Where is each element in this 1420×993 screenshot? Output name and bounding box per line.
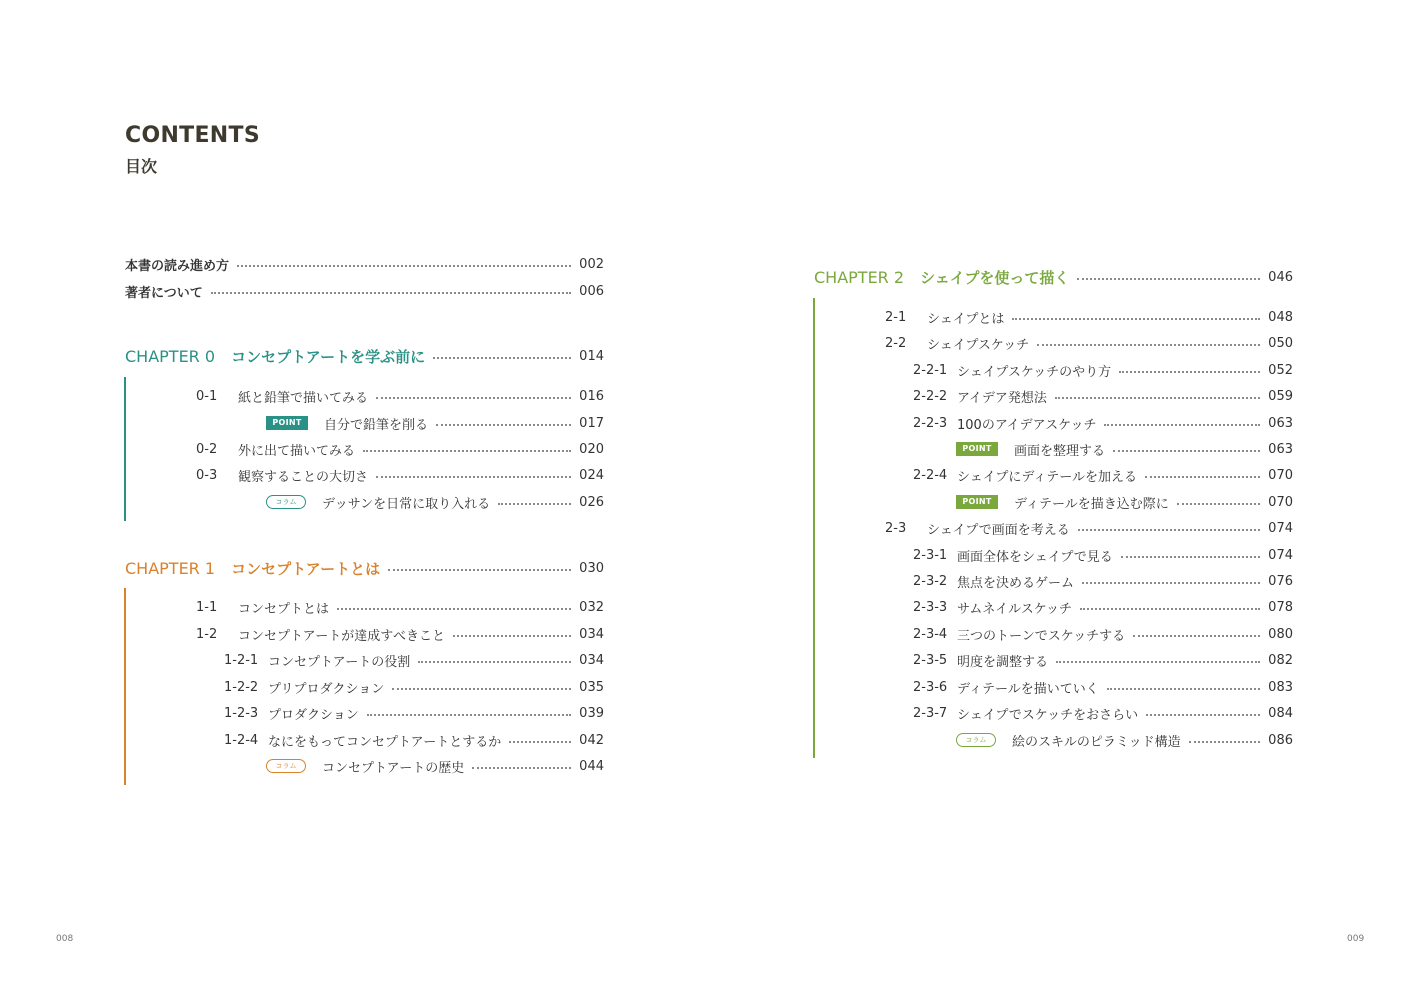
dot-leader: [1037, 344, 1260, 346]
contents-subtitle: 目次: [125, 157, 158, 176]
column-badge: コラム: [266, 759, 306, 773]
dot-leader: [1189, 741, 1261, 743]
dot-leader: [1080, 608, 1260, 610]
entry-title: シェイプで画面を考える: [927, 522, 1070, 538]
dot-leader: [1121, 556, 1260, 558]
dot-leader: [1113, 450, 1260, 452]
page-number: 048: [1268, 309, 1293, 325]
page-number: 017: [579, 415, 604, 431]
dot-leader: [418, 661, 571, 663]
toc-row[interactable]: [913, 649, 1293, 671]
section-number: 0-2: [196, 441, 218, 457]
page-number: 034: [579, 626, 604, 642]
dot-leader: [237, 265, 571, 267]
page-folio-right: 009: [1347, 934, 1365, 944]
section-number: 2-2-1: [913, 362, 948, 378]
chapter-2-bar: [813, 298, 815, 758]
page-number: 006: [579, 283, 604, 299]
dot-leader: [337, 608, 571, 610]
toc-row[interactable]: [913, 623, 1293, 645]
page-number: 016: [579, 388, 604, 404]
entry-title: 観察することの大切さ: [238, 469, 369, 485]
entry-title: プロダクション: [268, 707, 359, 723]
dot-leader: [1146, 714, 1260, 716]
dot-leader: [388, 569, 571, 571]
section-number: 2-2-3: [913, 415, 948, 431]
page-number: 046: [1268, 269, 1293, 285]
toc-row[interactable]: [196, 596, 604, 618]
toc-row[interactable]: [913, 544, 1293, 566]
dot-leader: [392, 688, 571, 690]
section-number: 2-2-2: [913, 388, 948, 404]
entry-title: 焦点を決めるゲーム: [957, 575, 1075, 591]
toc-row[interactable]: [913, 412, 1293, 434]
dot-leader: [433, 357, 571, 359]
entry-title: 画面全体をシェイプで見る: [957, 549, 1113, 565]
section-number: 1-2-4: [224, 732, 259, 748]
entry-title: ディテールを描き込む際に: [1014, 496, 1169, 512]
point-badge: POINT: [266, 416, 308, 430]
chapter-label: CHAPTER 1: [125, 558, 216, 578]
entry-title: シェイプにディテールを加える: [957, 469, 1138, 485]
toc-row[interactable]: [224, 702, 604, 724]
page-number: 035: [579, 679, 604, 695]
toc-row[interactable]: [224, 729, 604, 751]
dot-leader: [1119, 371, 1260, 373]
dot-leader: [363, 450, 571, 452]
dot-leader: [509, 741, 571, 743]
dot-leader: [1077, 278, 1260, 280]
toc-row[interactable]: [266, 491, 604, 513]
entry-title: 画面を整理する: [1014, 443, 1106, 459]
dot-leader: [1133, 635, 1260, 637]
chapter-label: CHAPTER 0: [125, 346, 216, 366]
entry-title: コンセプトアートが達成すべきこと: [238, 628, 445, 644]
section-number: 2-3: [885, 520, 907, 536]
section-number: 0-3: [196, 467, 218, 483]
page-number: 014: [579, 348, 604, 364]
page-number: 030: [579, 560, 604, 576]
section-number: 0-1: [196, 388, 218, 404]
entry-title: 三つのトーンでスケッチする: [957, 628, 1126, 644]
contents-title: CONTENTS: [125, 123, 260, 148]
section-number: 2-3-3: [913, 599, 948, 615]
dot-leader: [453, 635, 571, 637]
page-number: 070: [1268, 494, 1293, 510]
page-number: 044: [579, 758, 604, 774]
page-number: 063: [1268, 415, 1293, 431]
entry-title: サムネイルスケッチ: [957, 601, 1073, 617]
page-number: 078: [1268, 599, 1293, 615]
chapter-1-bar: [124, 588, 126, 785]
section-number: 1-2-2: [224, 679, 259, 695]
section-number: 1-2: [196, 626, 218, 642]
chapter-0-heading[interactable]: [125, 343, 604, 369]
entry-title: コンセプトとは: [238, 601, 330, 617]
page-number: 024: [579, 467, 604, 483]
toc-row[interactable]: [266, 412, 604, 434]
dot-leader: [367, 714, 571, 716]
page-number: 002: [579, 256, 604, 272]
column-badge: コラム: [956, 733, 996, 747]
entry-title: 外に出て描いてみる: [238, 443, 356, 459]
section-number: 2-2: [885, 335, 907, 351]
page-number: 026: [579, 494, 604, 510]
page-number: 074: [1268, 520, 1293, 536]
chapter-title: コンセプトアートとは: [231, 559, 381, 578]
entry-title: シェイプスケッチ: [927, 337, 1030, 353]
entry-title: 本書の読み進め方: [125, 258, 230, 274]
toc-row[interactable]: [196, 464, 604, 486]
toc-row[interactable]: [913, 676, 1293, 698]
toc-row[interactable]: [885, 332, 1293, 354]
page-number: 080: [1268, 626, 1293, 642]
page-number: 074: [1268, 547, 1293, 563]
toc-row[interactable]: [885, 306, 1293, 328]
page-number: 052: [1268, 362, 1293, 378]
dot-leader: [1107, 688, 1260, 690]
section-number: 2-3-4: [913, 626, 948, 642]
chapter-label: CHAPTER 2: [814, 267, 905, 287]
section-number: 2-2-4: [913, 467, 948, 483]
page-number: 050: [1268, 335, 1293, 351]
dot-leader: [1145, 476, 1260, 478]
toc-row[interactable]: [266, 755, 604, 777]
dot-leader: [211, 292, 571, 294]
page-number: 042: [579, 732, 604, 748]
point-badge: POINT: [956, 495, 998, 509]
chapter-title: コンセプトアートを学ぶ前に: [231, 347, 426, 366]
section-number: 2-3-5: [913, 652, 948, 668]
entry-title: ディテールを描いていく: [957, 681, 1099, 697]
section-number: 2-3-6: [913, 679, 948, 695]
dot-leader: [1056, 661, 1260, 663]
toc-row[interactable]: [885, 517, 1293, 539]
entry-title: シェイプスケッチのやり方: [957, 364, 1112, 380]
entry-title: 紙と鉛筆で描いてみる: [238, 390, 369, 406]
entry-title: 100のアイデアスケッチ: [957, 417, 1097, 433]
page-number: 020: [579, 441, 604, 457]
toc-row-author[interactable]: [125, 280, 604, 302]
toc-row[interactable]: [956, 491, 1293, 513]
page-number: 086: [1268, 732, 1293, 748]
entry-title: 著者について: [125, 285, 203, 301]
page-number: 083: [1268, 679, 1293, 695]
dot-leader: [436, 424, 571, 426]
column-badge: コラム: [266, 495, 306, 509]
section-number: 1-2-3: [224, 705, 259, 721]
toc-row[interactable]: [956, 729, 1293, 751]
toc-row[interactable]: [196, 385, 604, 407]
chapter-1-heading[interactable]: [125, 555, 604, 581]
entry-title: プリプロダクション: [268, 681, 385, 697]
toc-row[interactable]: [224, 649, 604, 671]
toc-row[interactable]: [196, 438, 604, 460]
page-number: 034: [579, 652, 604, 668]
toc-row[interactable]: [913, 570, 1293, 592]
dot-leader: [1177, 503, 1260, 505]
toc-row[interactable]: [913, 596, 1293, 618]
entry-title: 明度を調整する: [957, 654, 1049, 670]
entry-title: シェイプでスケッチをおさらい: [957, 707, 1139, 723]
page-number: 032: [579, 599, 604, 615]
section-number: 2-3-2: [913, 573, 948, 589]
toc-row[interactable]: [196, 623, 604, 645]
toc-row-intro[interactable]: [125, 253, 604, 275]
toc-row[interactable]: [913, 359, 1293, 381]
section-number: 2-3-7: [913, 705, 948, 721]
dot-leader: [472, 767, 571, 769]
section-number: 1-2-1: [224, 652, 259, 668]
entry-title: なにをもってコンセプトアートとするか: [268, 734, 502, 750]
dot-leader: [1055, 397, 1260, 399]
dot-leader: [376, 476, 571, 478]
dot-leader: [376, 397, 571, 399]
entry-title: 自分で鉛筆を削る: [324, 417, 429, 433]
page-number: 039: [579, 705, 604, 721]
toc-row[interactable]: [913, 385, 1293, 407]
dot-leader: [1082, 582, 1260, 584]
entry-title: 絵のスキルのピラミッド構造: [1012, 734, 1181, 750]
chapter-2-heading[interactable]: [814, 264, 1293, 290]
point-badge: POINT: [956, 442, 998, 456]
page-number: 082: [1268, 652, 1293, 668]
toc-row[interactable]: [224, 676, 604, 698]
chapter-title: シェイプを使って描く: [920, 268, 1070, 287]
page-number: 063: [1268, 441, 1293, 457]
page-number: 070: [1268, 467, 1293, 483]
entry-title: デッサンを日常に取り入れる: [322, 496, 491, 512]
page-number: 076: [1268, 573, 1293, 589]
page-number: 084: [1268, 705, 1293, 721]
entry-title: シェイプとは: [927, 311, 1005, 327]
entry-title: アイデア発想法: [957, 390, 1047, 406]
dot-leader: [498, 503, 571, 505]
page-number: 059: [1268, 388, 1293, 404]
toc-row[interactable]: [913, 702, 1293, 724]
entry-title: コンセプトアートの役割: [268, 654, 411, 670]
dot-leader: [1104, 424, 1260, 426]
dot-leader: [1012, 318, 1260, 320]
chapter-0-bar: [124, 377, 126, 521]
page-folio-left: 008: [56, 934, 74, 944]
section-number: 2-1: [885, 309, 907, 325]
toc-row[interactable]: [956, 438, 1293, 460]
entry-title: コンセプトアートの歴史: [322, 760, 465, 776]
section-number: 1-1: [196, 599, 218, 615]
dot-leader: [1078, 529, 1260, 531]
toc-row[interactable]: [913, 464, 1293, 486]
section-number: 2-3-1: [913, 547, 948, 563]
